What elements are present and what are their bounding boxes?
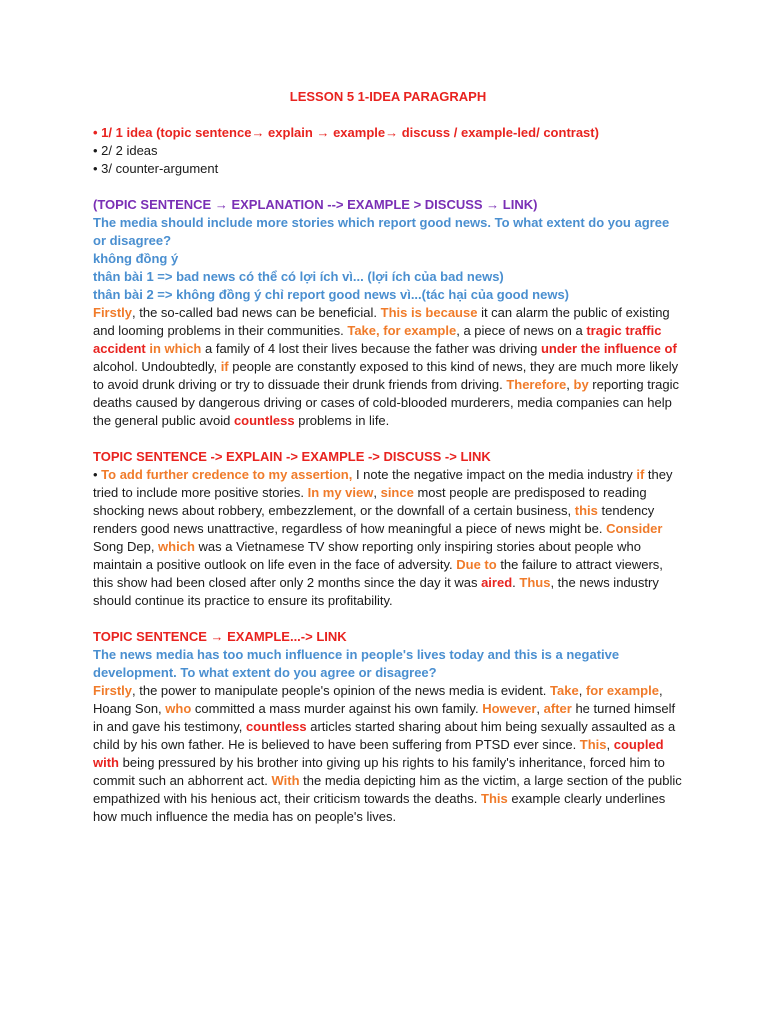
highlighted-phrase: after [543, 701, 572, 716]
paragraph-text-run: it can alarm the public of existing and looming problems in their communities. [93, 305, 670, 338]
bullet-item-1: • 1/ 1 idea (topic sentence→ explain → example→ discuss / example-led/ contrast) [93, 125, 599, 140]
highlighted-phrase: if [636, 467, 645, 482]
paragraph-text-run: the failure to attract viewers, this show had been closed after only 2 months since the day it was [93, 557, 663, 590]
paragraph-text-run: , Hoang Son, [93, 683, 663, 716]
paragraph-text-run: . [512, 575, 520, 590]
highlighted-phrase: This [481, 791, 508, 806]
paragraph-text-run: , a piece of news on a [456, 323, 587, 338]
paragraph-text-run: , [373, 485, 381, 500]
highlighted-phrase: since [380, 485, 414, 500]
section-1 [93, 196, 683, 430]
highlighted-phrase: who [165, 701, 192, 716]
bullet-list [93, 124, 683, 178]
paragraph-text-run: , [536, 701, 544, 716]
highlighted-phrase: tragic traffic accident [93, 323, 662, 356]
paragraph-text-run: problems in life. [294, 413, 390, 428]
section-1-paragraph [93, 304, 683, 430]
paragraph-text-run: • [93, 467, 102, 482]
section-2 [93, 448, 683, 610]
paragraph-text-run: , [606, 737, 614, 752]
paragraph-text-run: alcohol. Undoubtedly, [93, 359, 221, 374]
highlighted-phrase: Take, for example [347, 323, 457, 338]
paragraph-text-run: they tried to include more positive stories. [93, 467, 673, 500]
highlighted-phrase: Therefore [506, 377, 567, 392]
highlighted-phrase: which [158, 539, 195, 554]
paragraph-text-run: I note the negative impact on the media industry [352, 467, 637, 482]
paragraph-text-run: tendency renders good news unattractive, regardless of how meaningful a piece of news might be. [93, 503, 655, 536]
paragraph-text-run: people are constantly exposed to this kind of news, they are much more likely to avoid drunk driving or try to dissuade their drunk friends from driving. [93, 359, 679, 392]
paragraph-text-run: Song Dep, [93, 539, 159, 554]
highlighted-phrase: In my view [307, 485, 374, 500]
highlighted-phrase: countless [245, 719, 307, 734]
highlighted-phrase: Due to [456, 557, 497, 572]
paragraph-text-run: articles started sharing about him being sexually assaulted as a child by his own father. He is believed to have been suffering from PTSD ever since. [93, 719, 676, 752]
highlighted-phrase: coupled with [93, 737, 664, 770]
section-1-stance: không đồng ý [93, 251, 179, 266]
section-2-heading: TOPIC SENTENCE -> EXPLAIN -> EXAMPLE -> DISCUSS -> LINK [93, 449, 491, 464]
section-1-heading: (TOPIC SENTENCE → EXPLANATION --> EXAMPLE > DISCUSS → LINK) [93, 197, 538, 212]
highlighted-phrase: countless [233, 413, 295, 428]
paragraph-text-run: example clearly underlines how much influence the media has on people's lives. [93, 791, 666, 824]
section-1-body-1: thân bài 1 => bad news có thể có lợi ích vì... (lợi ích của bad news) [93, 269, 504, 284]
bullet-item-2: • 2/ 2 ideas [93, 143, 158, 158]
paragraph-text-run: most people are predisposed to reading shocking news about robbery, embezzlement, or the downfall of a certain business, [93, 485, 647, 518]
paragraph-text-run: was a Vietnamese TV show reporting only inspiring stories about people who maintain a positive outlook on life even in the face of adversity. [93, 539, 641, 572]
section-3-heading: TOPIC SENTENCE → EXAMPLE...-> LINK [93, 629, 347, 644]
document-content [93, 88, 683, 826]
section-3-question: The news media has too much influence in people's lives today and this is a negative development. To what extent do you agree or disagree? [93, 647, 620, 680]
paragraph-text-run: , the so-called bad news can be beneficial. [132, 305, 381, 320]
section-1-body-2: thân bài 2 => không đồng ý chỉ report good news vì...(tác hại của good news) [93, 287, 570, 302]
highlighted-phrase: Take [550, 683, 579, 698]
highlighted-phrase: This [579, 737, 607, 752]
paragraph-text-run: he turned himself in and gave his testimony, [93, 701, 676, 734]
highlighted-phrase: To add further credence to my assertion, [101, 467, 353, 482]
highlighted-phrase: if [220, 359, 229, 374]
highlighted-phrase: Thus [519, 575, 551, 590]
lesson-title: LESSON 5 1-IDEA PARAGRAPH [289, 89, 487, 104]
highlighted-phrase: by [573, 377, 589, 392]
paragraph-text-run: committed a mass murder against his own family. [191, 701, 483, 716]
paragraph-text-run: reporting tragic deaths caused by dangerous driving or cases of cold-blooded murderers, media companies can help the general public avoid [93, 377, 680, 428]
highlighted-phrase: Firstly [93, 683, 133, 698]
paragraph-text-run: , [578, 683, 586, 698]
highlighted-phrase: for example [585, 683, 659, 698]
section-3-paragraph [93, 682, 683, 826]
highlighted-phrase: This is because [380, 305, 478, 320]
section-1-question: The media should include more stories which report good news. To what extent do you agree or disagree? [93, 215, 670, 248]
paragraph-text-run: being pressured by his brother into giving up his rights to his family's inheritance, forced him to commit such an abhorrent act. [93, 755, 665, 788]
paragraph-text-run: a family of 4 lost their lives because the father was driving [201, 341, 541, 356]
section-2-paragraph [93, 466, 683, 610]
highlighted-phrase: However [482, 701, 537, 716]
highlighted-phrase: this [574, 503, 598, 518]
paragraph-text-run: , the power to manipulate people's opinion of the news media is evident. [132, 683, 551, 698]
highlighted-phrase: under the influence of [540, 341, 677, 356]
highlighted-phrase: in which [145, 341, 202, 356]
highlighted-phrase: Firstly [93, 305, 133, 320]
highlighted-phrase: With [271, 773, 300, 788]
paragraph-text-run: the media depicting him as the victim, a large section of the public empathized with his henious act, their criticism towards the deaths. [93, 773, 682, 806]
highlighted-phrase: Consider [606, 521, 663, 536]
highlighted-phrase: aired [481, 575, 513, 590]
section-3 [93, 628, 683, 826]
paragraph-text-run: , [566, 377, 574, 392]
bullet-item-3: • 3/ counter-argument [93, 161, 219, 176]
paragraph-text-run: , the news industry should continue its practice to ensure its profitability. [93, 575, 659, 608]
